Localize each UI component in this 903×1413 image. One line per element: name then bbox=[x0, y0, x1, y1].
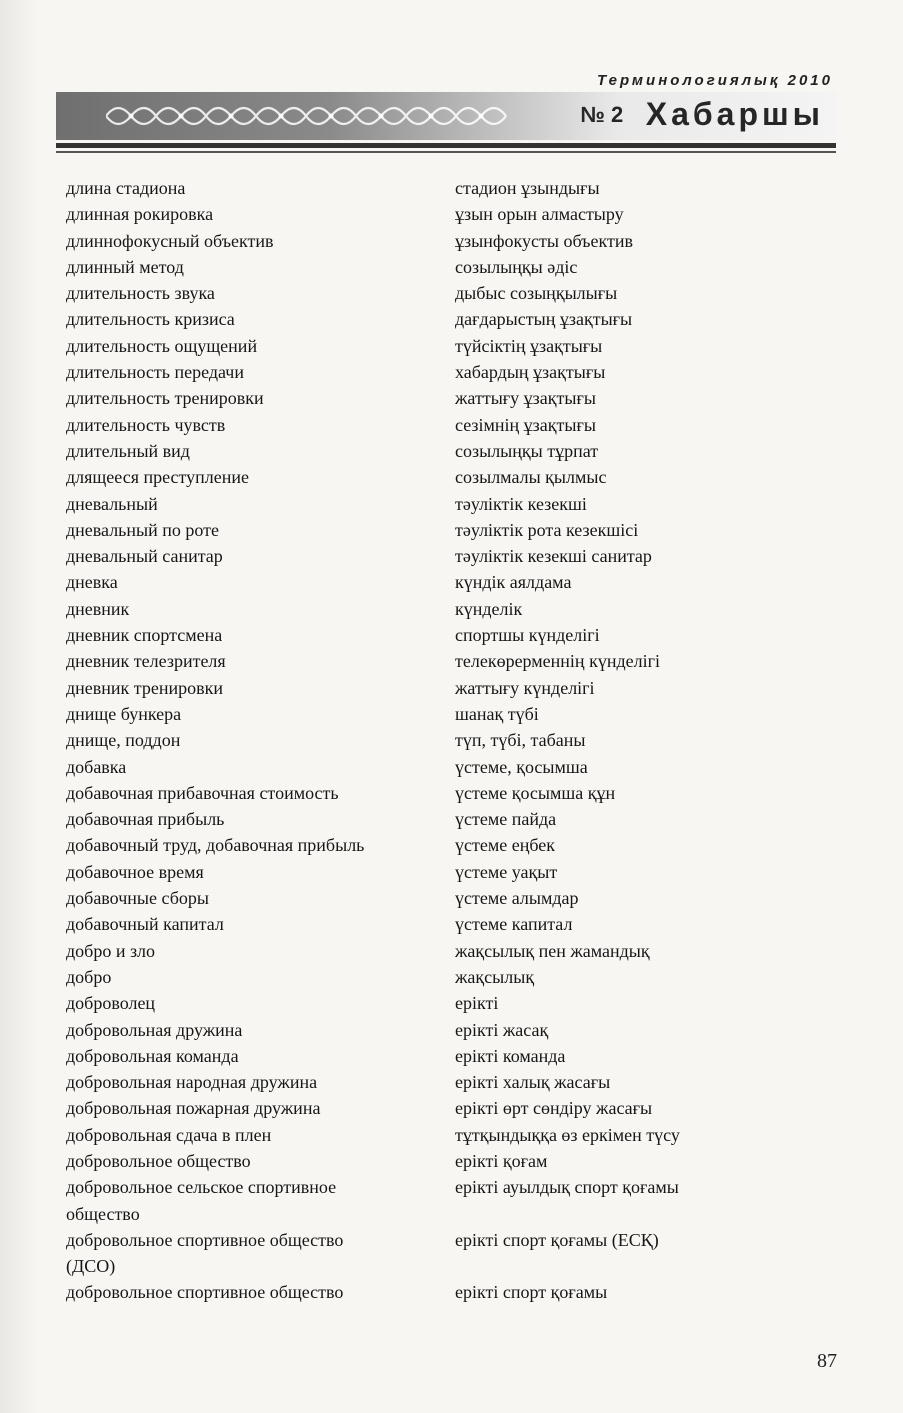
issue-label bbox=[580, 96, 824, 133]
kazakh-term: ерікті жасақ bbox=[455, 1019, 549, 1040]
glossary-row bbox=[66, 1201, 846, 1227]
russian-term: добровольная народная дружина bbox=[66, 1072, 318, 1093]
glossary-row bbox=[66, 306, 846, 332]
russian-term: добавочный труд, добавочная прибыль bbox=[66, 835, 365, 856]
kazakh-term: ерікті халық жасағы bbox=[455, 1072, 611, 1093]
glossary-row bbox=[66, 333, 846, 359]
russian-term: дневник спортсмена bbox=[66, 625, 223, 646]
kazakh-term: сезімнің ұзақтығы bbox=[455, 414, 596, 435]
kazakh-term: ерікті қоғам bbox=[455, 1150, 548, 1171]
kazakh-term: үстеме қосымша құн bbox=[455, 782, 616, 803]
russian-term: длительность передачи bbox=[66, 362, 244, 383]
glossary-row bbox=[66, 701, 846, 727]
glossary-list bbox=[66, 175, 846, 1306]
kazakh-term bbox=[455, 1201, 846, 1227]
glossary-row bbox=[66, 491, 846, 517]
ornament-icon bbox=[106, 96, 516, 136]
page-number: 87 bbox=[817, 1350, 837, 1372]
kazakh-term: ерікті команда bbox=[455, 1045, 566, 1066]
kazakh-term: ұзын орын алмастыру bbox=[455, 204, 624, 225]
header-rule-thin bbox=[56, 151, 836, 153]
russian-term: дневальный bbox=[66, 493, 158, 514]
glossary-row bbox=[66, 911, 846, 937]
kazakh-term: хабардың ұзақтығы bbox=[455, 362, 606, 383]
russian-term: добавочное время bbox=[66, 861, 204, 882]
glossary-row bbox=[66, 832, 846, 858]
glossary-row bbox=[66, 1279, 846, 1305]
kazakh-term: күндік аялдама bbox=[455, 572, 572, 593]
binding-shadow bbox=[0, 0, 40, 1413]
kazakh-term: дағдарыстың ұзақтығы bbox=[455, 309, 633, 330]
glossary-row bbox=[66, 806, 846, 832]
glossary-row bbox=[66, 1043, 846, 1069]
glossary-row bbox=[66, 780, 846, 806]
russian-term: добавочная прибавочная стоимость bbox=[66, 782, 339, 803]
russian-term: добровольное общество bbox=[66, 1150, 251, 1171]
russian-term: добровольное сельское спортивное bbox=[66, 1177, 337, 1198]
glossary-row bbox=[66, 1017, 846, 1043]
glossary-row bbox=[66, 569, 846, 595]
kazakh-term: үстеме еңбек bbox=[455, 835, 556, 856]
kazakh-term: жақсылық bbox=[455, 966, 535, 987]
kazakh-term: ерікті ауылдық спорт қоғамы bbox=[455, 1177, 679, 1198]
russian-term: дневник bbox=[66, 598, 130, 619]
russian-term: дневка bbox=[66, 572, 118, 593]
russian-term: днище бункера bbox=[66, 703, 182, 724]
glossary-row bbox=[66, 412, 846, 438]
glossary-row bbox=[66, 1069, 846, 1095]
glossary-row bbox=[66, 438, 846, 464]
glossary-row bbox=[66, 1174, 846, 1200]
kazakh-term bbox=[455, 1253, 846, 1279]
kazakh-term: тәуліктік кезекші bbox=[455, 493, 587, 514]
kazakh-term: күнделік bbox=[455, 598, 523, 619]
kazakh-term: шанақ түбі bbox=[455, 703, 539, 724]
kazakh-term: тәуліктік кезекші санитар bbox=[455, 546, 652, 567]
glossary-row bbox=[66, 1148, 846, 1174]
kazakh-term: түп, түбі, табаны bbox=[455, 730, 586, 751]
kazakh-term: үстеме уақыт bbox=[455, 861, 558, 882]
russian-term: длительность звука bbox=[66, 283, 215, 304]
russian-term: длительность тренировки bbox=[66, 388, 264, 409]
glossary-row bbox=[66, 859, 846, 885]
glossary-row bbox=[66, 990, 846, 1016]
russian-term: общество bbox=[66, 1203, 140, 1224]
kazakh-term: үстеме капитал bbox=[455, 914, 573, 935]
russian-term: длина стадиона bbox=[66, 178, 186, 198]
glossary-row bbox=[66, 254, 846, 280]
glossary-row bbox=[66, 385, 846, 411]
russian-term: доброволец bbox=[66, 993, 156, 1014]
kazakh-term: ерікті спорт қоғамы bbox=[455, 1282, 608, 1303]
glossary-row bbox=[66, 1122, 846, 1148]
russian-term: добровольная команда bbox=[66, 1045, 239, 1066]
kazakh-term: ерікті өрт сөндіру жасағы bbox=[455, 1098, 653, 1119]
glossary-row bbox=[66, 464, 846, 490]
russian-term: длительный вид bbox=[66, 440, 190, 461]
kazakh-term: спортшы күнделігі bbox=[455, 625, 600, 646]
glossary-row bbox=[66, 175, 846, 201]
russian-term: добровольная сдача в плен bbox=[66, 1124, 272, 1145]
journal-title: Терминологиялық 2010 bbox=[597, 72, 833, 89]
kazakh-term: жақсылық пен жамандық bbox=[455, 940, 650, 961]
glossary-row bbox=[66, 727, 846, 753]
russian-term: днище, поддон bbox=[66, 730, 181, 751]
russian-term: добро и зло bbox=[66, 940, 156, 961]
kazakh-term: созылыңқы әдіс bbox=[455, 256, 578, 277]
kazakh-term: үстеме, қосымша bbox=[455, 756, 588, 777]
kazakh-term: үстеме алымдар bbox=[455, 888, 579, 909]
russian-term: добавочные сборы bbox=[66, 888, 209, 909]
header-band bbox=[56, 92, 836, 140]
kazakh-term: жаттығу ұзақтығы bbox=[455, 388, 596, 409]
russian-term: добровольная пожарная дружина bbox=[66, 1098, 321, 1119]
glossary-row bbox=[66, 754, 846, 780]
russian-term: длящееся преступление bbox=[66, 467, 250, 488]
glossary-row bbox=[66, 596, 846, 622]
glossary-row bbox=[66, 228, 846, 254]
glossary-row bbox=[66, 938, 846, 964]
issue-word: Хабаршы bbox=[645, 96, 824, 132]
kazakh-term: тұтқындыққа өз еркімен түсу bbox=[455, 1124, 680, 1145]
issue-number: № 2 bbox=[580, 101, 624, 127]
russian-term: дневник телезрителя bbox=[66, 651, 226, 672]
glossary-row bbox=[66, 1227, 846, 1253]
russian-term: дневальный по роте bbox=[66, 519, 219, 540]
kazakh-term: ұзынфокусты объектив bbox=[455, 230, 633, 251]
russian-term: длительность ощущений bbox=[66, 335, 258, 356]
glossary-row bbox=[66, 201, 846, 227]
russian-term: добавка bbox=[66, 756, 127, 777]
glossary-row bbox=[66, 280, 846, 306]
kazakh-term: созылыңқы тұрпат bbox=[455, 440, 599, 461]
russian-term: добровольная дружина bbox=[66, 1019, 243, 1040]
kazakh-term: телекөрерменнің күнделігі bbox=[455, 651, 660, 672]
kazakh-term: түйсіктің ұзақтығы bbox=[455, 335, 603, 356]
kazakh-term: ерікті bbox=[455, 993, 499, 1014]
russian-term: длинный метод bbox=[66, 256, 184, 277]
russian-term: длинная рокировка bbox=[66, 204, 214, 225]
russian-term: добавочный капитал bbox=[66, 914, 224, 935]
glossary-row bbox=[66, 1095, 846, 1121]
russian-term: дневальный санитар bbox=[66, 546, 223, 567]
russian-term: добровольное спортивное общество bbox=[66, 1229, 344, 1250]
glossary-row bbox=[66, 648, 846, 674]
russian-term: длительность кризиса bbox=[66, 309, 235, 330]
kazakh-term: стадион ұзындығы bbox=[455, 178, 600, 198]
kazakh-term: ерікті спорт қоғамы (ЕСҚ) bbox=[455, 1229, 659, 1250]
russian-term: длиннофокусный объектив bbox=[66, 230, 274, 251]
header-rule bbox=[56, 143, 836, 148]
glossary-row bbox=[66, 543, 846, 569]
kazakh-term: дыбыс созыңқылығы bbox=[455, 283, 618, 304]
glossary-row bbox=[66, 885, 846, 911]
glossary-row bbox=[66, 1253, 846, 1279]
kazakh-term: тәуліктік рота кезекшісі bbox=[455, 519, 639, 540]
glossary-row bbox=[66, 517, 846, 543]
russian-term: (ДСО) bbox=[66, 1256, 116, 1277]
glossary-row bbox=[66, 675, 846, 701]
russian-term: длительность чувств bbox=[66, 414, 226, 435]
glossary-row bbox=[66, 964, 846, 990]
kazakh-term: созылмалы қылмыс bbox=[455, 467, 607, 488]
russian-term: добавочная прибыль bbox=[66, 809, 225, 830]
russian-term: дневник тренировки bbox=[66, 677, 224, 698]
glossary-row bbox=[66, 622, 846, 648]
russian-term: добровольное спортивное общество bbox=[66, 1282, 344, 1303]
kazakh-term: жаттығу күнделігі bbox=[455, 677, 595, 698]
kazakh-term: үстеме пайда bbox=[455, 809, 557, 830]
glossary-row bbox=[66, 359, 846, 385]
russian-term: добро bbox=[66, 966, 112, 987]
